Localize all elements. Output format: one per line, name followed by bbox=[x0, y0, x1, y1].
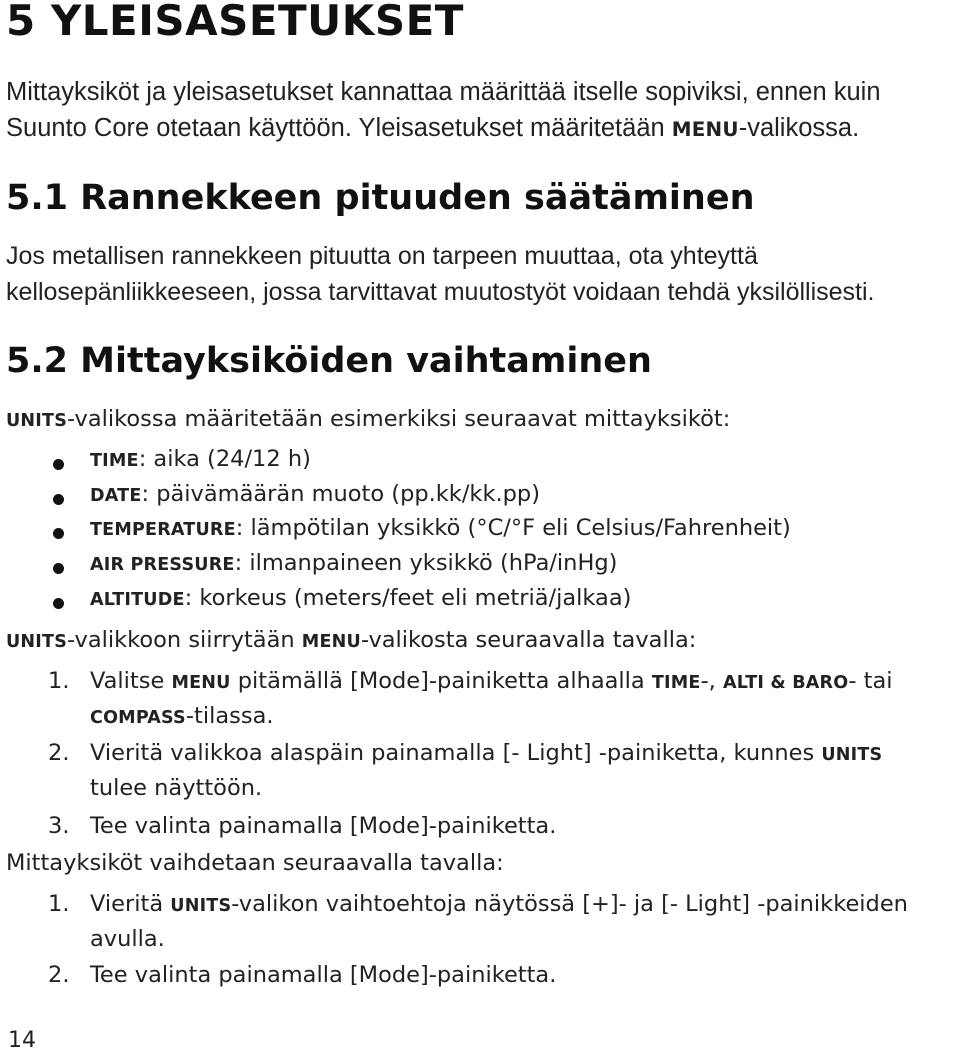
bullet-text: : ilmanpaineen yksikkö (hPa/inHg) bbox=[234, 550, 618, 576]
bullet-dot-icon bbox=[53, 598, 64, 609]
units-keyword: UNITS bbox=[6, 411, 68, 431]
step-text-part: Vieritä bbox=[90, 891, 171, 917]
step-number: 2. bbox=[48, 740, 70, 766]
step-text-part: -tilassa. bbox=[185, 703, 274, 729]
bullet-keyword: AIR PRESSURE bbox=[90, 555, 235, 575]
section-2-lead bbox=[6, 406, 730, 432]
list-item bbox=[90, 585, 631, 611]
time-keyword: TIME bbox=[651, 673, 701, 693]
step-text-part: -valikon vaihtoehtoja näytössä [+]- ja [- Light] -painikkeiden bbox=[231, 891, 908, 917]
units-navigation-lead bbox=[6, 627, 696, 653]
units-keyword: UNITS bbox=[170, 896, 232, 916]
nav-text-1: -valikkoon siirrytään bbox=[67, 627, 302, 653]
step-number: 1. bbox=[48, 891, 70, 917]
step-text-part: pitämällä [Mode]-painiketta alhaalla bbox=[230, 668, 652, 694]
bullet-keyword: TEMPERATURE bbox=[90, 520, 236, 540]
bullet-dot-icon bbox=[53, 459, 64, 470]
step-text-part: Vieritä valikkoa alaspäin painamalla [- Light] -painiketta, kunnes bbox=[90, 740, 822, 766]
list-item bbox=[90, 550, 617, 576]
step-text: Tee valinta painamalla [Mode]-painiketta. bbox=[90, 813, 557, 839]
bullet-text: : lämpötilan yksikkö (°C/°F eli Celsius/Fahrenheit) bbox=[235, 515, 791, 541]
step-text bbox=[90, 891, 908, 917]
list-item bbox=[90, 446, 311, 472]
step-text-continued: tulee näyttöön. bbox=[90, 775, 263, 801]
section-1-title: 5.1 Rannekkeen pituuden säätäminen bbox=[6, 178, 755, 218]
page-number: 14 bbox=[8, 1028, 36, 1053]
step-number: 3. bbox=[48, 813, 70, 839]
step-text-part: - tai bbox=[848, 668, 893, 694]
step-text: Tee valinta painamalla [Mode]-painiketta. bbox=[90, 962, 557, 988]
bullet-text: : korkeus (meters/feet eli metriä/jalkaa) bbox=[184, 585, 632, 611]
bullet-text: : päivämäärän muoto (pp.kk/kk.pp) bbox=[141, 481, 540, 507]
section-2-lead-text: -valikossa määritetään esimerkiksi seuraavat mittayksiköt: bbox=[67, 406, 731, 432]
bullet-dot-icon bbox=[53, 494, 64, 505]
nav-text-2: -valikosta seuraavalla tavalla: bbox=[360, 627, 697, 653]
step-text bbox=[90, 668, 893, 694]
menu-keyword: MENU bbox=[171, 673, 231, 693]
list-item bbox=[90, 515, 791, 541]
step-number: 1. bbox=[48, 668, 70, 694]
list-item bbox=[90, 481, 540, 507]
alti-baro-keyword: ALTI & BARO bbox=[723, 673, 849, 693]
bullet-dot-icon bbox=[53, 563, 64, 574]
section-1-body: Jos metallisen rannekkeen pituutta on tarpeen muuttaa, ota yhteyttä kellosepänliikkeeseen, jossa tarvittavat muutostyöt voidaan tehdä yksilöllisesti. bbox=[6, 242, 875, 306]
section-2-title: 5.2 Mittayksiköiden vaihtaminen bbox=[6, 341, 652, 381]
change-units-lead: Mittayksiköt vaihdetaan seuraavalla tavalla: bbox=[6, 850, 504, 876]
step-text-continued: avulla. bbox=[90, 926, 165, 952]
units-keyword: UNITS bbox=[6, 632, 68, 652]
step-text-continued bbox=[90, 703, 274, 729]
step-text bbox=[90, 740, 882, 766]
chapter-title: 5 YLEISASETUKSET bbox=[6, 0, 464, 45]
step-text-part: Valitse bbox=[90, 668, 172, 694]
intro-menu-keyword: MENU bbox=[671, 118, 739, 141]
bullet-keyword: DATE bbox=[90, 486, 142, 506]
intro-text-1: Mittayksiköt ja yleisasetukset kannattaa määrittää itselle sopiviksi, ennen kuin Suunto Core otetaan käyttöön. Yleisasetukset määritetään bbox=[6, 78, 881, 142]
step-text-part: -, bbox=[700, 668, 723, 694]
menu-keyword: MENU bbox=[301, 632, 361, 652]
units-keyword: UNITS bbox=[821, 745, 883, 765]
bullet-keyword: ALTITUDE bbox=[90, 590, 185, 610]
bullet-keyword: TIME bbox=[90, 451, 139, 471]
bullet-text: : aika (24/12 h) bbox=[138, 446, 311, 472]
chapter-intro bbox=[6, 74, 956, 148]
step-number: 2. bbox=[48, 962, 70, 988]
compass-keyword: COMPASS bbox=[90, 708, 186, 728]
bullet-dot-icon bbox=[53, 528, 64, 539]
intro-text-2: -valikossa. bbox=[738, 114, 860, 142]
